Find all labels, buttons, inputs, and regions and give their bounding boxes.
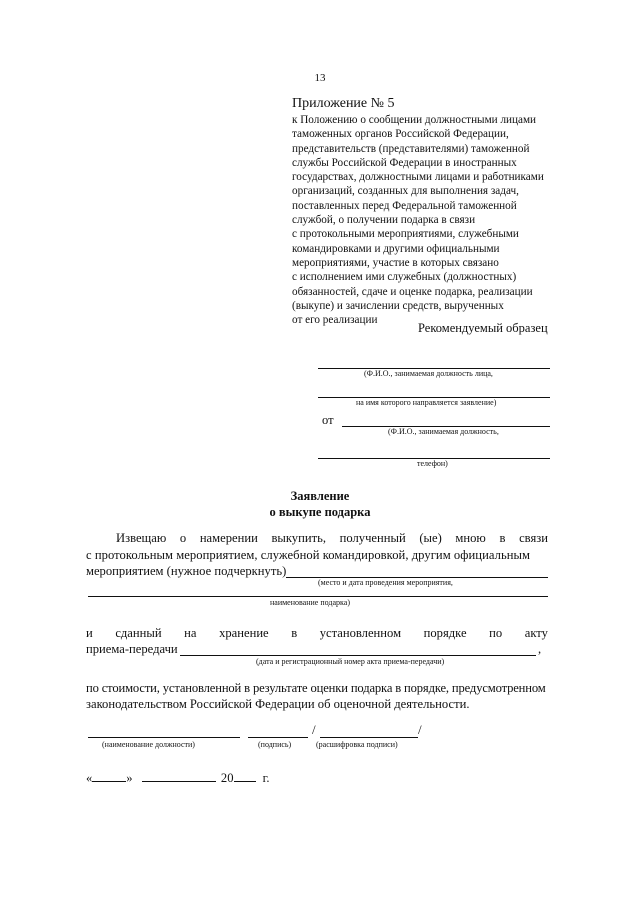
date-close-quote: » — [126, 771, 133, 785]
word: (ые) — [419, 531, 442, 545]
word: мною — [455, 531, 486, 545]
paragraph-3-line-2: законодательством Российской Федерации об оценочной деятельности. — [86, 697, 470, 711]
day-input-line[interactable] — [92, 781, 126, 782]
paragraph-1-line-2: с протокольным мероприятием, служебной командировкой, другим официальным — [86, 548, 531, 562]
act-caption: (дата и регистрационный номер акта приема-передачи) — [256, 657, 445, 666]
month-input-line[interactable] — [142, 781, 216, 782]
appendix-line: командировками и другими официальными — [292, 242, 500, 255]
word: по — [489, 626, 503, 640]
paragraph-1-line-1 — [116, 531, 548, 546]
appendix-line: мероприятиями, участие в которых связано — [292, 256, 499, 269]
word: акту — [524, 626, 548, 640]
gift-caption: наименование подарка) — [270, 598, 350, 607]
word: сданный — [115, 626, 162, 640]
appendix-line: с протокольными мероприятиями, служебными — [292, 228, 519, 241]
addressee-caption-1: (Ф.И.О., занимаемая должность лица, — [364, 369, 493, 378]
gift-input-line[interactable] — [88, 596, 548, 597]
document-title-line-1: Заявление — [290, 489, 350, 503]
decoding-signature-line[interactable] — [320, 737, 418, 738]
paragraph-2-line-1 — [86, 626, 548, 641]
paragraph-2-line-2: приема-передачи — [86, 642, 178, 656]
word: в — [291, 626, 298, 640]
appendix-line: государствах, должностными лицами и работниками — [292, 171, 544, 184]
addressee-caption-2: на имя которого направляется заявление) — [356, 398, 497, 407]
year-suffix: г. — [262, 771, 270, 785]
applicant-caption-2: телефон) — [417, 459, 448, 468]
appendix-line: таможенных органов Российской Федерации, — [292, 128, 509, 141]
document-title — [0, 488, 640, 520]
signature-slash-left: / — [312, 722, 316, 737]
year-prefix: 20 — [220, 771, 234, 785]
document-title-line-2: о выкупе подарка — [269, 505, 371, 519]
paragraph-3-line-1: по стоимости, установленной в результате оценки подарка в порядке, предусмотренном — [86, 681, 546, 695]
appendix-description — [292, 113, 562, 327]
position-signature-line[interactable] — [88, 737, 240, 738]
act-input-line[interactable] — [180, 655, 536, 656]
recommended-sample-label: Рекомендуемый образец — [418, 321, 548, 335]
word: и — [86, 626, 93, 640]
page-number: 13 — [314, 72, 326, 84]
appendix-line: с исполнением ими служебных (должностных) — [292, 271, 517, 284]
from-label: от — [322, 413, 334, 427]
word: о — [179, 531, 187, 545]
word: выкупить, — [271, 531, 326, 545]
signature-line[interactable] — [248, 737, 308, 738]
date-open-quote: « — [86, 771, 93, 785]
decoding-caption: (расшифровка подписи) — [316, 740, 398, 749]
signature-slash-right: / — [418, 722, 422, 737]
appendix-line: поставленных перед Федеральной таможенной — [292, 199, 517, 212]
appendix-line: представительств (представителями) таможенной — [292, 142, 530, 155]
signature-caption: (подпись) — [258, 740, 292, 749]
event-caption: (место и дата проведения мероприятия, — [318, 578, 453, 587]
appendix-line: службы Российской Федерации в иностранных — [292, 156, 517, 169]
position-caption: (наименование должности) — [102, 740, 195, 749]
year-input-line[interactable] — [234, 781, 256, 782]
appendix-line: организаций, созданных для выполнения задач, — [292, 185, 519, 198]
paragraph-1-line-3: мероприятием (нужное подчеркнуть) — [86, 564, 287, 578]
appendix-line: службой, о получении подарка в связи — [292, 214, 476, 227]
word: на — [184, 626, 197, 640]
act-line-comma: , — [538, 642, 542, 656]
appendix-line: к Положению о сообщении должностными лицами — [292, 114, 537, 126]
appendix-line: (выкупе) и зачислении средств, вырученных — [292, 299, 504, 312]
word: Извещаю — [116, 531, 167, 545]
word: порядке — [423, 626, 467, 640]
appendix-title: Приложение № 5 — [292, 96, 395, 111]
word: установленном — [319, 626, 402, 640]
word: хранение — [219, 626, 269, 640]
word: полученный — [339, 531, 406, 545]
appendix-line: от его реализации — [292, 314, 378, 327]
word: в — [499, 531, 506, 545]
applicant-caption-1: (Ф.И.О., занимаемая должность, — [388, 427, 499, 436]
appendix-line: обязанностей, сдаче и оценке подарка, реализации — [292, 285, 533, 298]
word: намерении — [199, 531, 258, 545]
word: связи — [519, 531, 548, 545]
date-row — [86, 771, 270, 786]
